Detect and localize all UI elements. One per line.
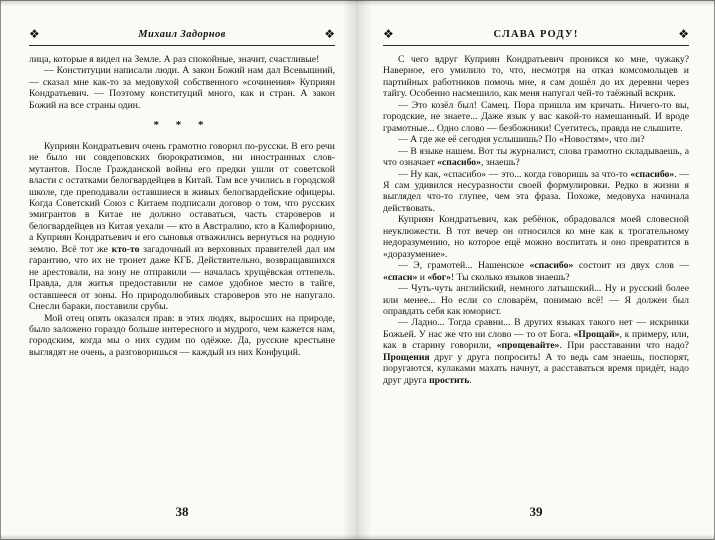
fleuron-icon: ❖ — [678, 27, 689, 41]
paragraph: лица, которые я видел на Земле. А раз спокойные, значит, счастливые! — [29, 54, 320, 65]
paragraph: — Э, грамотей... Нашенское «спасибо» состоит из двух слов — «спаси» и «бог»! Ты сколько языков знаешь? — [383, 260, 689, 283]
page-left-text — [29, 54, 335, 358]
paragraph: Мой отец опять оказался прав: в этих людях, выросших на природе, было заложено гораздо больше интересного и мудрого, чем кажется нам, городским, когда мы о них судим по одёжке. Да, русские крестьяне выглядят не очень, а разговоришься — каждый из них Конфуций. — [29, 312, 335, 358]
fleuron-icon: ❖ — [383, 27, 394, 41]
running-head-author: Михаил Задорнов — [138, 28, 226, 40]
page-left-header — [29, 26, 335, 42]
fleuron-icon: ❖ — [29, 27, 40, 41]
page-right-header — [383, 26, 689, 42]
paragraph: — Конституции написали люди. А закон Божий нам дал Всевышний, — сказал мне как-то за медовухой собственного «сочинения» Куприян Кондратьевич. — Поэтому конституций много, как и стран. А закон Божий на все страны один. — [29, 65, 335, 111]
page-number: 38 — [175, 504, 189, 519]
header-rule — [29, 45, 335, 46]
header-rule — [383, 45, 689, 46]
scan-edge-top — [0, 0, 715, 6]
page-number: 39 — [529, 504, 543, 519]
page-right — [383, 26, 689, 518]
paragraph: — А где же её сегодня услышишь? По «Новостям», что ли? — [398, 134, 645, 146]
scan-edge-bottom — [0, 534, 715, 540]
paragraph: — В языке нашем. Вот ты журналист, слова грамотно складываешь, а что означает «спасибо», знаешь? — [383, 145, 689, 169]
paragraph: — Ну как, «спасибо» — это... когда говоришь за что-то «спасибо». — Я сам удивился несуразности своей формулировки. Редко в жизни я выглядел что-то глупее, чем эта фраза. Похоже, медовуха начинала действовать. — [383, 168, 689, 214]
running-head-book-title: СЛАВА РОДУ! — [493, 28, 579, 40]
section-separator: * * * — [153, 119, 211, 132]
paragraph: — Ладно... Тогда сравни... В других языках такого нет — искринки Божьей. У нас же что ни слово — то от Бога. «Прощай», к примеру, или, как в старину говорили, «прощевайте». При расставании что надо? Прощения друг у друга попросить! А то ведь сам знаешь, поспорят, поругаются, кулаками махать начнут, а расставаться время придёт, надо друг друга простить. — [383, 317, 689, 386]
paragraph: Куприян Кондратьевич, как ребёнок, обрадовался моей словесной неуклюжести. В тот вечер он относился ко мне как к трогательному недоразумению, но которое ещё можно воспитать и оно превратится в «доразумение». — [383, 214, 689, 260]
page-right-text — [383, 54, 689, 386]
paragraph: — Это козёл был! Самец. Пора пришла им кричать. Ничего-то вы, городские, не знаете... Даже язык у вас какой-то намешанный. И вроде грамотные... Одно слово — безбожники! Суетитесь, правда не слышите. — [383, 99, 689, 134]
paragraph: — Чуть-чуть английский, немного латышский... Ну и русский более или менее... Но если со словарём, понимаю всё! — Я должен был оправдать себя как юморист. — [383, 283, 689, 317]
page-left — [29, 26, 335, 518]
page-gutter-shadow — [342, 0, 372, 540]
paragraph: Куприян Кондратьевич очень грамотно говорил по-русски. В его речи не было ни совдеповских бюрократизмов, ни иностранных слов-мутантов. После Гражданской войны его предки ушли от советской власти с остатками белогвардейцев в Китай. Там все учились в городской школе, где преподавали оставшиеся в живых белогвардейские офицеры. Когда Советский Союз с Китаем подписали договор о том, что русских эмигрантов в Китае не должно оставаться, часть староверов и белогвардейцев из Китая уехали — кто в Австралию, кто в Калифорнию, а Куприян Кондратьевич и его сыновья отважились вернуться на родную землю. Всё тот же кто-то загадочный из верховных правителей дал им гарантию, что их не тронет даже КГБ. Действительно, возвращавшихся не арестовали, на зону не отправили — началась хрущёвская оттепель. Правда, для житья предоставили не самое удобное место в тайге, оставшееся от зоны. Но природолюбивых староверов это не напугало. Снесли бараки, поставили срубы. — [29, 140, 335, 313]
fleuron-icon: ❖ — [324, 27, 335, 41]
paragraph: С чего вдруг Куприян Кондратьевич проникся ко мне, чужаку? Наверное, его умилило то, что, несмотря на отказ комсомольцев и партийных работников помочь мне, я сам дошёл до их деревни через тайгу. Особенно насмешило, как меня напугал чей-то таёжный вскрик. — [383, 54, 689, 100]
